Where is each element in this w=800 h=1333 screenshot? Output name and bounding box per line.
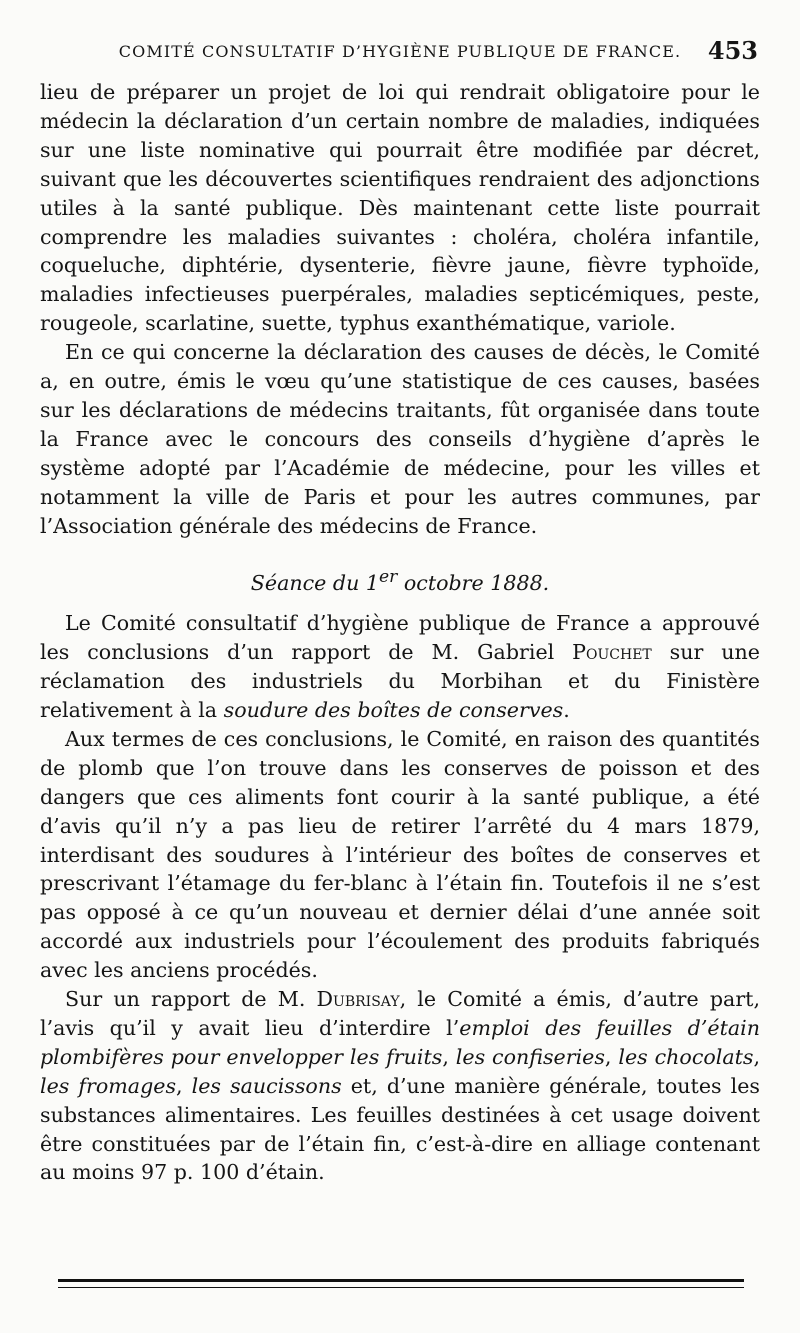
paragraph-canning-report [40, 609, 760, 725]
document-body [40, 78, 760, 1187]
paragraph-5-text-middle: , le Comité a émis, d’autre part, l’avis qu’il y avait lieu d’interdire [40, 987, 760, 1040]
running-head: COMITÉ CONSULTATIF D’HYGIÈNE PUBLIQUE DE FRANCE. [118, 41, 682, 61]
italic-sausages: les saucissons [191, 1073, 342, 1098]
session-prefix: Séance du 1 [250, 570, 379, 595]
author-pouchet: Pouchet [572, 640, 652, 665]
italic-tin-foil-use: emploi des feuilles d’étain plombifères pour envelopper les fruits [40, 1015, 760, 1069]
canning-subject: soudure des boîtes de conserves [223, 697, 564, 722]
paragraph-5-comma-1: , [442, 1044, 456, 1069]
session-superscript: er [378, 566, 398, 587]
paragraph-conclusions: Aux termes de ces conclusions, le Comité, en raison des quantités de plomb que l’on trouve dans les conserves de poisson et des dangers que ces aliments font courir à la santé publique, a été d’avis qu’il n’y a pas lieu de retirer l’arrêté du 4 mars 1879, interdisant des soudures à l’intérieur des boîtes de conserves et prescrivant l’étamage du fer-blanc à l’étain fin. Toutefois il ne s’est pas opposé à ce qu’un nouveau et dernier délai d’une année soit accordé aux industriels pour l’écoulement des produits fabriqués avec les anciens procédés. [40, 726, 760, 983]
session-suffix: octobre 1888. [397, 570, 550, 595]
paragraph-5-comma-4: , [176, 1073, 192, 1098]
paragraph-death-causes: En ce qui concerne la déclaration des causes de décès, le Comité a, en outre, émis le vœu qu’une statistique de ces causes, basées sur les déclarations de médecins traitants, fût organisée dans toute la France avec le concours des conseils d’hygiène d’après le système adopté par l’Académie de médecine, pour les villes et notamment la ville de Paris et pour les autres communes, par l’Association générale des médecins de France. [40, 340, 760, 538]
session-heading [40, 563, 760, 598]
page-number: 453 [707, 36, 758, 65]
paragraph-5-comma-2: , [604, 1044, 619, 1069]
paragraph-5-text-before: Sur un rapport de M. [65, 987, 317, 1012]
italic-chocolates: les chocolats [618, 1044, 754, 1069]
paragraph-3-text-before: Le Comité consultatif d’hygiène publique de France a approuvé les conclusions d’un rapport de M. Gabriel [40, 611, 760, 665]
italic-confectionery: les confiseries [455, 1044, 605, 1069]
paragraph-5-comma-3: , [753, 1044, 761, 1069]
paragraph-5-text-after: et, d’une manière générale, toutes les substances alimentaires. Les feuilles destinées à cet usage doivent être constituées par de l’étain fin, c’est-à-dire en alliage contenant au moins 97 p. 100 d’étain. [40, 1073, 760, 1185]
paragraph-tin-foil-report [40, 985, 760, 1187]
author-dubrisay: Dubrisay [316, 987, 400, 1012]
paragraph-3-text-after: . [563, 697, 570, 722]
paragraph-5-article: l’ [446, 1015, 460, 1040]
page-header [40, 34, 760, 68]
paragraph-disease-list: lieu de préparer un projet de loi qui rendrait obligatoire pour le médecin la déclaration d’un certain nombre de maladies, indiquées sur une liste nominative qui pourrait être modifiée par décret, suivant que les découvertes scientifiques rendraient des adjonctions utiles à la santé publique. Dès maintenant cette liste pourrait comprendre les maladies suivantes : choléra, choléra infantile, coqueluche, diphtérie, dysenterie, fièvre jaune, fièvre typhoïde, maladies infectieuses puerpérales, maladies septicémiques, peste, rougeole, scarlatine, suette, typhus exanthématique, variole. [40, 80, 760, 336]
double-rule-thin [58, 1287, 744, 1288]
paragraph-3-text-middle: sur une réclamation des industriels du Morbihan et du Finistère relativement à la [40, 640, 760, 722]
double-rule-thick [58, 1279, 744, 1282]
italic-cheeses: les fromages [40, 1073, 177, 1098]
